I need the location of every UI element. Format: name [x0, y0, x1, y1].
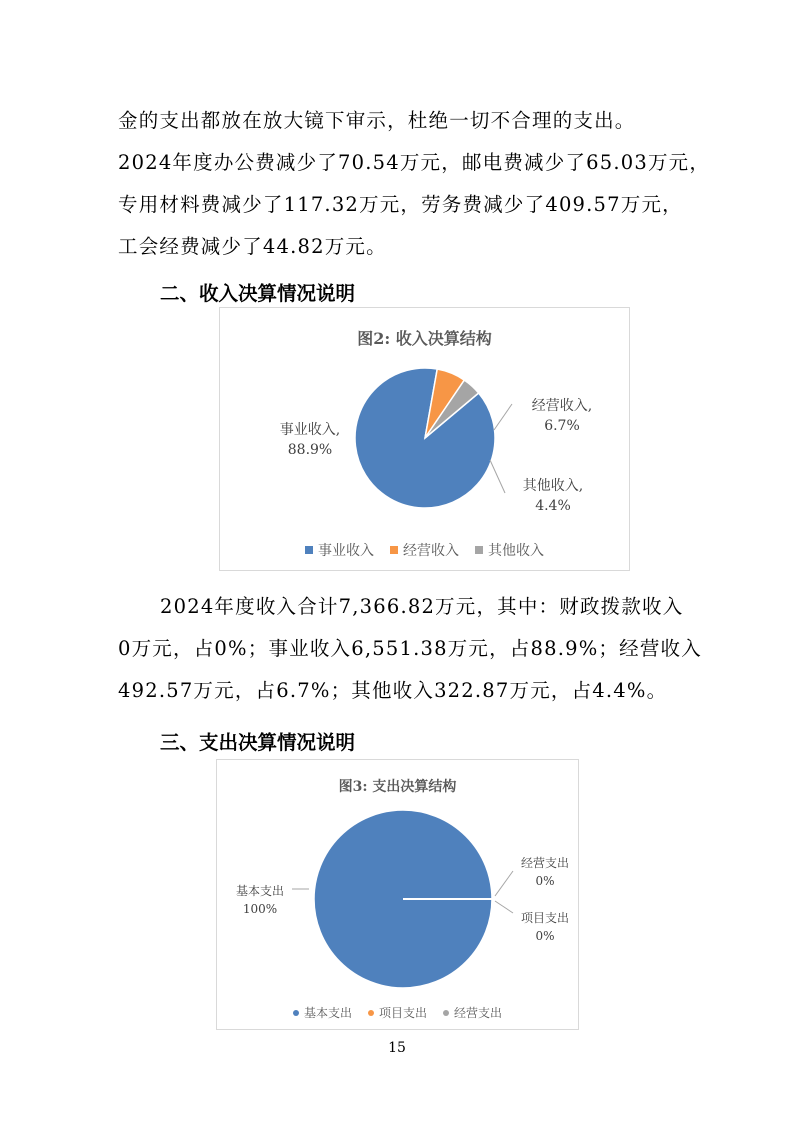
- legend-label: 其他收入: [488, 543, 544, 559]
- legend-item: [368, 1004, 427, 1021]
- legend-item: [390, 540, 459, 560]
- legend-label: 经营支出: [454, 1006, 503, 1020]
- data-label-category: 经营收入: [531, 398, 588, 414]
- chart-title: 图3: 支出决算结构: [338, 779, 457, 795]
- data-label-basic-expenditure: [225, 882, 295, 918]
- data-label-value: 100%: [242, 902, 278, 916]
- page-number: 15: [388, 1040, 406, 1056]
- expenditure-pie: [314, 810, 492, 988]
- chart-title: 图2: 收入决算结构: [357, 329, 492, 348]
- paragraph-expense-reduction-line-2: 2024年度办公费减少了70.54万元，邮电费减少了65.03万元，: [118, 151, 711, 174]
- data-label-value: 0%: [535, 929, 555, 943]
- legend-swatch: [293, 1010, 299, 1016]
- income-pie: [355, 368, 495, 508]
- data-label-value: 4.4%: [535, 498, 571, 514]
- data-label-other-income: 其他收入, 4.4%: [522, 478, 584, 514]
- data-label-project-expenditure: [510, 909, 580, 945]
- legend-label: 项目支出: [378, 1006, 427, 1020]
- data-label-category: 基本支出: [235, 884, 284, 898]
- data-label-category: 其他收入: [522, 478, 579, 494]
- data-label-category: 经营支出: [520, 856, 569, 870]
- data-label-category: 事业收入: [279, 422, 336, 438]
- data-label-business-income: 事业收入, 88.9%: [279, 422, 341, 458]
- data-label-value: 88.9%: [287, 442, 333, 458]
- chart-legend: [220, 540, 629, 560]
- legend-item: [475, 540, 544, 560]
- legend-label: 事业收入: [318, 543, 374, 559]
- paragraph-income-line-1: 2024年度收入合计7,366.82万元，其中：财政拨款收入: [160, 595, 684, 618]
- legend-label: 经营收入: [403, 543, 459, 559]
- chart-legend: [217, 1004, 578, 1021]
- legend-item: [305, 540, 374, 560]
- data-label-category: 项目支出: [520, 911, 569, 925]
- data-label-value: 6.7%: [544, 418, 580, 434]
- legend-label: 基本支出: [303, 1006, 352, 1020]
- expenditure-structure-chart: [216, 759, 579, 1030]
- paragraph-expense-reduction-line-1: 金的支出都放在放大镜下审示，杜绝一切不合理的支出。: [118, 109, 636, 132]
- legend-item: [443, 1004, 502, 1021]
- data-label-operating-income: 经营收入, 6.7%: [531, 398, 593, 434]
- paragraph-income-line-2: 0万元，占0%；事业收入6,551.38万元，占88.9%；经营收入: [118, 637, 702, 660]
- data-label-operating-expenditure: [510, 854, 580, 890]
- data-label-value: 0%: [535, 874, 555, 888]
- legend-item: [293, 1004, 352, 1021]
- paragraph-expense-reduction-line-3: 专用材料费减少了117.32万元，劳务费减少了409.57万元，: [118, 193, 683, 216]
- legend-swatch: [475, 546, 483, 554]
- legend-swatch: [443, 1010, 449, 1016]
- legend-swatch: [305, 546, 313, 554]
- paragraph-income-line-3: 492.57万元，占6.7%；其他收入322.87万元，占4.4%。: [118, 679, 668, 702]
- legend-swatch: [368, 1010, 374, 1016]
- paragraph-expense-reduction-line-4: 工会经费减少了44.82万元。: [118, 235, 387, 258]
- income-structure-chart: [219, 307, 630, 571]
- section-heading-expenditure: 三、支出决算情况说明: [160, 731, 356, 754]
- section-heading-income: 二、收入决算情况说明: [160, 282, 356, 305]
- legend-swatch: [390, 546, 398, 554]
